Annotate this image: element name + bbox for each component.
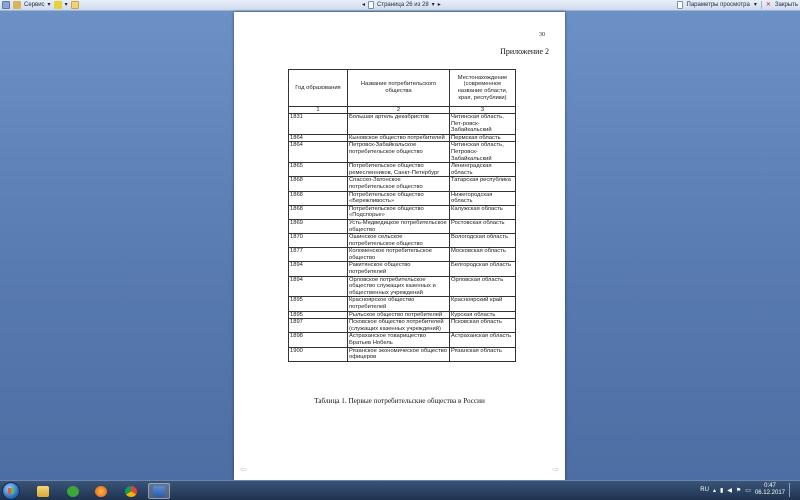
cell-year: 1864 — [289, 134, 348, 142]
column-number-2: 2 — [348, 107, 450, 114]
close-icon[interactable]: ✕ — [765, 2, 771, 8]
cell-year: 1895 — [289, 311, 348, 319]
cell-place: Курская область — [450, 311, 516, 319]
page-dropdown-icon[interactable]: ▾ — [431, 2, 435, 8]
cell-place: Пермская область — [450, 134, 516, 142]
cell-year: 1895 — [289, 297, 348, 311]
table-row — [289, 219, 516, 233]
cell-name: Астраханское товарищество Братьев Нобель — [348, 333, 450, 347]
cell-name: Орловское потребительское общество служащих казенных и общественных учреждений — [348, 276, 450, 297]
page-indicator[interactable]: Страница 26 из 28 — [377, 2, 429, 8]
table-header-row — [289, 70, 516, 107]
column-number-1: 1 — [289, 107, 348, 114]
table-number-row — [289, 107, 516, 114]
cell-place: Читинская область, Петровск-Забайкальский — [450, 142, 516, 163]
page-navigation — [362, 1, 441, 9]
cell-name: Большая артель декабристов — [348, 114, 450, 135]
taskbar-word[interactable] — [148, 483, 170, 499]
close-button[interactable]: Закрыть — [774, 2, 798, 8]
comment-icon[interactable] — [71, 1, 79, 9]
page-icon — [368, 1, 374, 9]
highlight-dropdown-icon[interactable]: ▾ — [64, 2, 68, 8]
cell-year: 1864 — [289, 142, 348, 163]
table-row — [289, 142, 516, 163]
cell-name: Петровск-Забайкальское потребительское общество — [348, 142, 450, 163]
cell-year: 1870 — [289, 234, 348, 248]
cell-year: 1900 — [289, 347, 348, 361]
cell-place: Московская область — [450, 248, 516, 262]
cell-place: Псковская область — [450, 319, 516, 333]
cell-year: 1868 — [289, 177, 348, 191]
table-row — [289, 163, 516, 177]
clock[interactable] — [755, 483, 785, 497]
cell-name: Ошинское сельское потребительское общество — [348, 234, 450, 248]
table-row — [289, 276, 516, 297]
tools-icon[interactable] — [13, 1, 21, 9]
page-number: 30 — [539, 32, 545, 38]
table-row — [289, 297, 516, 311]
cell-name: Потребительское общество «Бережливость» — [348, 191, 450, 205]
taskbar-app-a[interactable] — [62, 483, 84, 499]
cell-year: 1868 — [289, 205, 348, 219]
cell-year: 1897 — [289, 319, 348, 333]
cell-year: 1865 — [289, 163, 348, 177]
network-icon[interactable]: ▮ — [719, 487, 724, 494]
tray-arrow-icon[interactable]: ▴ — [712, 487, 716, 494]
table-row — [289, 333, 516, 347]
view-options-icon[interactable] — [677, 1, 683, 9]
cell-place: Читинская область, Пет-ровск-Забайкальский — [450, 114, 516, 135]
service-menu[interactable]: Сервис — [24, 2, 45, 8]
societies-table-body — [289, 70, 516, 362]
appendix-heading: Приложение 2 — [500, 47, 549, 56]
table-row — [289, 248, 516, 262]
cell-place: Рязанская область — [450, 347, 516, 361]
flag-icon[interactable]: ⚑ — [735, 487, 742, 494]
cell-year: 1831 — [289, 114, 348, 135]
cell-name: Ракитянское общество потребителей — [348, 262, 450, 276]
cell-year: 1894 — [289, 262, 348, 276]
taskbar-media-player[interactable] — [90, 483, 112, 499]
windows-taskbar — [0, 480, 800, 500]
start-button[interactable] — [2, 482, 20, 500]
cell-name: Красноярское общество потребителей — [348, 297, 450, 311]
volume-icon[interactable]: ◀ — [727, 487, 732, 494]
column-number-3: 3 — [450, 107, 516, 114]
previous-page-arrow-icon[interactable]: ⇦ — [240, 465, 247, 474]
cell-name: Кыновское общество потребителей — [348, 134, 450, 142]
cell-year: 1894 — [289, 276, 348, 297]
taskbar-explorer[interactable] — [32, 483, 54, 499]
language-indicator[interactable]: RU — [700, 487, 709, 493]
cell-place: Татарская республика — [450, 177, 516, 191]
table-row — [289, 134, 516, 142]
clock-time: 0:47 — [764, 483, 776, 489]
table-row — [289, 114, 516, 135]
cell-place: Орловская область — [450, 276, 516, 297]
societies-table-wrapper — [288, 69, 516, 362]
next-page-arrow-icon[interactable]: ⇨ — [552, 465, 559, 474]
table-row — [289, 311, 516, 319]
cell-place: Астраханская область — [450, 333, 516, 347]
word-icon — [153, 486, 165, 497]
cell-year: 1877 — [289, 248, 348, 262]
table-row — [289, 177, 516, 191]
cell-place: Красноярский край — [450, 297, 516, 311]
table-row — [289, 234, 516, 248]
table-row — [289, 347, 516, 361]
toolbar-separator — [761, 1, 762, 9]
service-dropdown-icon[interactable]: ▾ — [47, 2, 51, 8]
table-row — [289, 319, 516, 333]
document-page[interactable] — [234, 12, 565, 480]
folder-icon — [37, 486, 49, 497]
cell-place: Калужская область — [450, 205, 516, 219]
cell-year: 1898 — [289, 333, 348, 347]
table-row — [289, 205, 516, 219]
cell-name: Псковское общество потребителей (служащих казенных учреждений) — [348, 319, 450, 333]
view-options-dropdown-icon[interactable]: ▾ — [753, 2, 757, 8]
previous-page-icon[interactable]: ◂ — [362, 2, 366, 8]
cell-place: Ленинградская область — [450, 163, 516, 177]
toolbar-right — [677, 1, 798, 9]
cell-place: Вологодская область — [450, 234, 516, 248]
cell-name: Рыльское общество потребителей — [348, 311, 450, 319]
cell-place: Нижегородская область — [450, 191, 516, 205]
taskbar-chrome[interactable] — [120, 483, 142, 499]
clock-date: 06.12.2017 — [754, 490, 785, 496]
next-page-icon[interactable]: ▸ — [437, 2, 441, 8]
cell-year: 1868 — [289, 191, 348, 205]
cell-name: Потребительское общество «Подспорье» — [348, 205, 450, 219]
save-icon[interactable] — [2, 1, 10, 9]
cell-name: Усть-Медведицкое потребительское общество — [348, 219, 450, 233]
table-caption: Таблица 1. Первые потребительские общества в России — [314, 397, 485, 405]
reading-toolbar — [0, 0, 800, 11]
system-tray — [700, 483, 796, 497]
header-name: Название потребительского общества — [348, 70, 450, 107]
cell-place: Ростовская область — [450, 219, 516, 233]
media-player-icon — [95, 486, 107, 497]
table-row — [289, 191, 516, 205]
power-icon[interactable]: ▭ — [745, 487, 751, 494]
table-row — [289, 262, 516, 276]
cell-place: Белгородская область — [450, 262, 516, 276]
header-place: Местонахождение (современное название области, края, республики) — [450, 70, 516, 107]
green-a-icon — [67, 486, 79, 497]
toolbar-left — [2, 1, 79, 9]
societies-table — [288, 69, 516, 362]
cell-name: Рязанское экономическое общество офицеров — [348, 347, 450, 361]
show-desktop-button[interactable] — [789, 483, 796, 497]
cell-year: 1869 — [289, 219, 348, 233]
highlight-icon[interactable] — [54, 1, 62, 9]
chrome-icon — [125, 486, 137, 497]
cell-name: Коломенское потребительское общество — [348, 248, 450, 262]
view-options-button[interactable]: Параметры просмотра — [686, 2, 750, 8]
cell-name: Спасско-Затонское потребительское общество — [348, 177, 450, 191]
header-year: Год образования — [289, 70, 348, 107]
cell-name: Потребительское общество ремесленников, Санкт-Петербург — [348, 163, 450, 177]
